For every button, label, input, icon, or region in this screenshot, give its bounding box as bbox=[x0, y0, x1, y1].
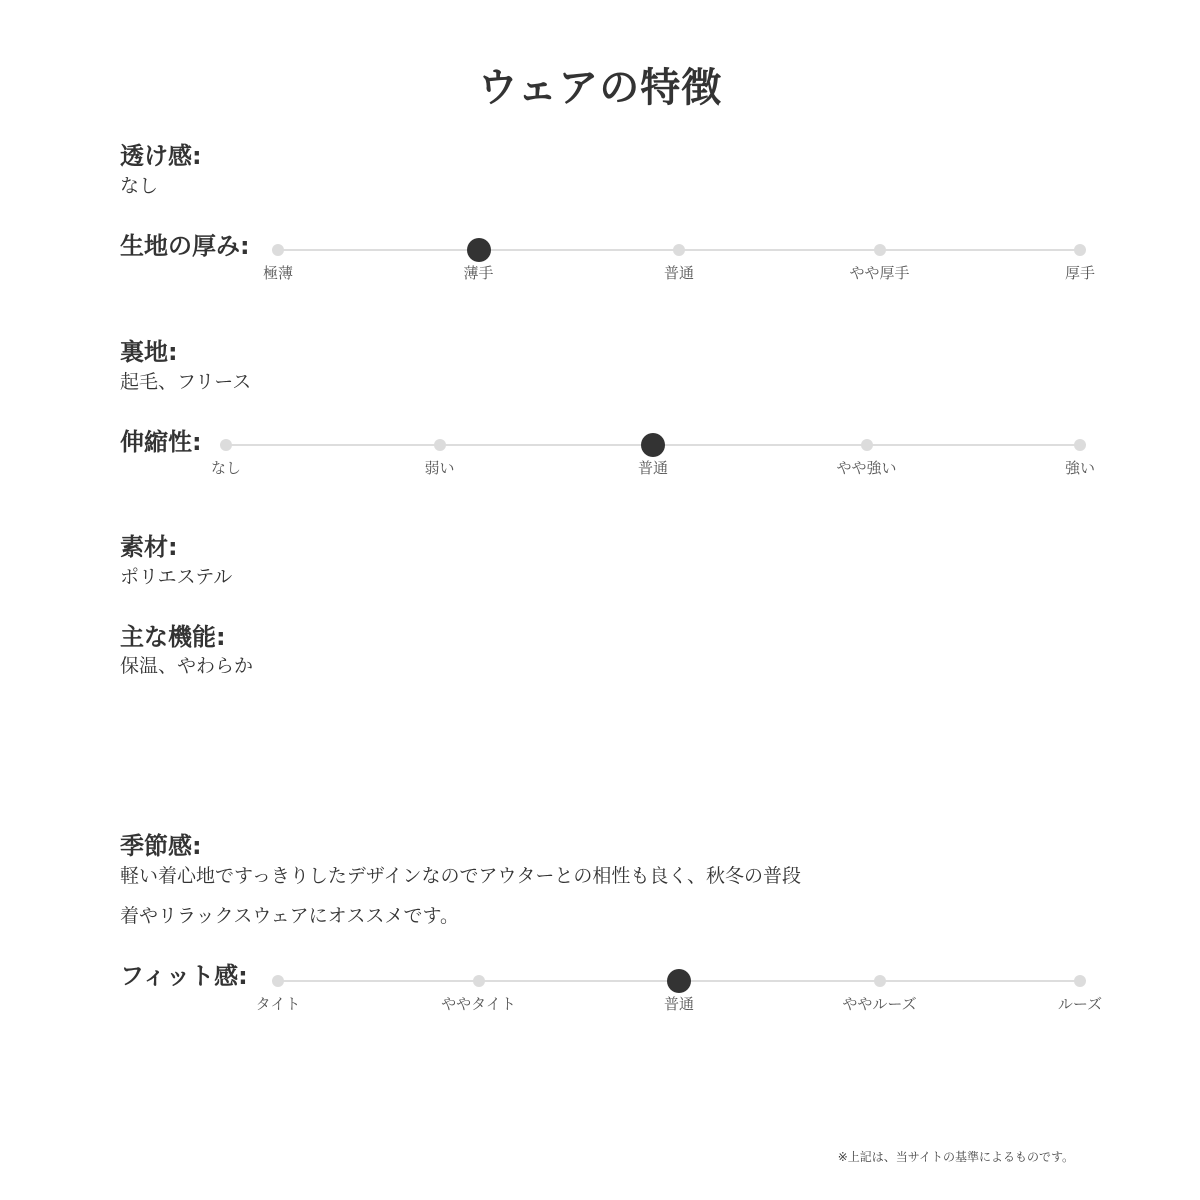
lining-label: 裏地: bbox=[120, 338, 178, 366]
stretch-step-dot bbox=[1074, 439, 1086, 451]
thickness-step-label: 極薄 bbox=[262, 264, 293, 282]
lining-value: 起毛、フリース bbox=[120, 371, 252, 393]
thickness-step-dot bbox=[874, 244, 886, 256]
page-title: ウェアの特徴 bbox=[477, 65, 723, 111]
stretch-scale bbox=[210, 431, 1095, 491]
functions-value: 保温、やわらか bbox=[120, 655, 254, 677]
thickness-step-dot bbox=[272, 244, 284, 256]
stretch-step-label: なし bbox=[210, 459, 241, 477]
fit-step-label: ややルーズ bbox=[842, 995, 917, 1013]
fit-label: フィット感: bbox=[120, 962, 248, 990]
fit-selected-marker bbox=[667, 969, 691, 993]
fit-step-label: 普通 bbox=[663, 995, 694, 1013]
season-label: 季節感: bbox=[120, 832, 202, 860]
functions-label: 主な機能: bbox=[120, 623, 226, 651]
fit-step-dot bbox=[272, 975, 284, 987]
fit-step-dot bbox=[874, 975, 886, 987]
stretch-step-label: 普通 bbox=[637, 459, 668, 477]
thickness-selected-marker bbox=[467, 238, 491, 262]
thickness-step-label: 普通 bbox=[663, 264, 694, 282]
stretch-step-dot bbox=[861, 439, 873, 451]
transparency-value: なし bbox=[120, 175, 159, 197]
transparency-label: 透け感: bbox=[120, 142, 202, 170]
stretch-step-dot bbox=[434, 439, 446, 451]
thickness-step-label: 薄手 bbox=[463, 264, 494, 282]
fit-step-dot bbox=[473, 975, 485, 987]
stretch-step-label: 強い bbox=[1064, 459, 1095, 477]
thickness-label: 生地の厚み: bbox=[120, 232, 250, 260]
stretch-step-dot bbox=[220, 439, 232, 451]
stretch-label: 伸縮性: bbox=[120, 428, 202, 456]
fit-step-label: タイト bbox=[255, 995, 301, 1013]
footnote: ※上記は、当サイトの基準によるものです。 bbox=[837, 1150, 1074, 1164]
thickness-step-label: やや厚手 bbox=[849, 264, 910, 282]
fit-step-dot bbox=[1074, 975, 1086, 987]
thickness-scale bbox=[262, 236, 1095, 296]
fit-step-label: ややタイト bbox=[441, 995, 516, 1013]
stretch-selected-marker bbox=[641, 433, 665, 457]
thickness-step-dot bbox=[673, 244, 685, 256]
thickness-step-label: 厚手 bbox=[1064, 264, 1095, 282]
fit-step-label: ルーズ bbox=[1057, 995, 1103, 1013]
fit-scale bbox=[255, 967, 1103, 1027]
season-text-line1: 軽い着心地ですっきりしたデザインなのでアウターとの相性も良く、秋冬の普段 bbox=[120, 865, 801, 887]
season-text-line2: 着やリラックスウェアにオススメです。 bbox=[120, 905, 459, 927]
material-value: ポリエステル bbox=[120, 566, 233, 588]
material-label: 素材: bbox=[120, 533, 178, 561]
stretch-step-label: 弱い bbox=[424, 459, 455, 477]
thickness-step-dot bbox=[1074, 244, 1086, 256]
stretch-step-label: やや強い bbox=[836, 459, 897, 477]
